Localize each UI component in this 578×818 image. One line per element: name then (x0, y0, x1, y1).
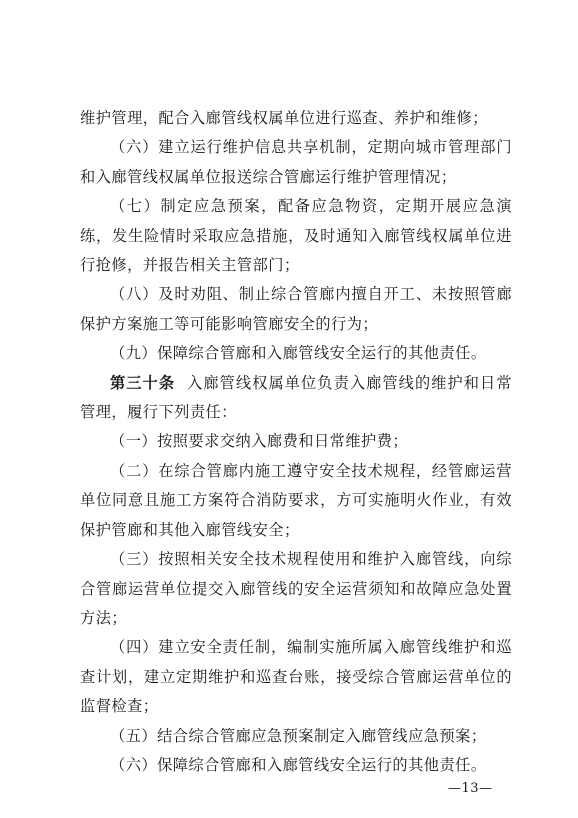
paragraph-item-5: （五）结合综合管廊应急预案制定入廊管线应急预案； (110, 726, 487, 745)
paragraph-item-3: （三）按照相关安全技术规程使用和维护入廊管线，向综合管廊运营单位提交入廊管线的安全运营须知和故障应急处置方法； (80, 550, 512, 627)
article-30-text: 入廊管线权属单位负责入廊管线的维护和日常管理，履行下列责任： (80, 373, 513, 422)
paragraph-item-2: （二）在综合管廊内施工遵守安全技术规程，经管廊运营单位同意且施工方案符合消防要求，方可实施明火作业，有效保护管廊和其他入廊管线安全； (80, 461, 512, 539)
document-body (80, 104, 512, 780)
page-number: —13— (448, 781, 493, 796)
paragraph-item-6: （六）建立运行维护信息共享机制，定期向城市管理部门和入廊管线权属单位报送综合管廊运行维护管理情况； (80, 138, 512, 186)
paragraph-item-7: （七）制定应急预案，配备应急物资，定期开展应急演练，发生险情时采取应急措施，及时通知入廊管线权属单位进行抢修，并报告相关主管部门； (80, 197, 512, 275)
article-30-paragraph (80, 369, 512, 428)
article-number: 第三十条 (110, 373, 176, 392)
paragraph-continuation: 维护管理，配合入廊管线权属单位进行巡查、养护和维修； (80, 109, 488, 127)
paragraph-item-6b: （六）保障综合管廊和入廊管线安全运行的其他责任。 (110, 755, 487, 774)
paragraph-item-8: （八）及时劝阻、制止综合管廊内擅自开工、未按照管廊保护方案施工等可能影响管廊安全的行为； (80, 285, 512, 333)
paragraph-item-4: （四）建立安全责任制，编制实施所属入廊管线维护和巡查计划，建立定期维护和巡查台账，接受综合管廊运营单位的监督检查； (80, 638, 512, 716)
paragraph-item-1: （一）按照要求交纳入廊费和日常维护费； (110, 432, 409, 451)
paragraph-item-9: （九）保障综合管廊和入廊管线安全运行的其他责任。 (110, 344, 487, 363)
